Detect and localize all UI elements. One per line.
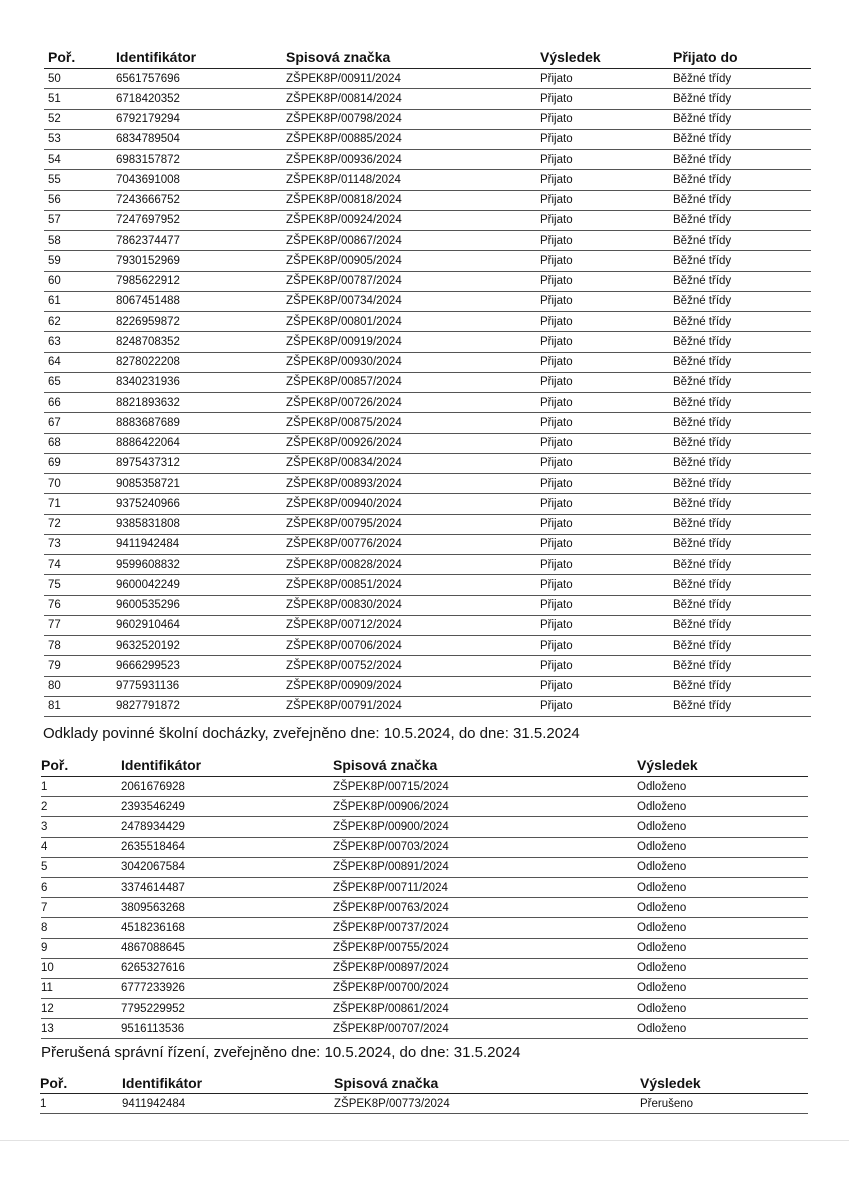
admitted-to-cell: Běžné třídy — [673, 254, 732, 267]
table-row — [44, 89, 811, 109]
admitted-to-cell: Běžné třídy — [673, 376, 732, 389]
table-row — [41, 918, 808, 938]
result-cell: Odloženo — [637, 962, 687, 975]
table-row — [44, 170, 811, 190]
result-cell: Přijato — [540, 275, 573, 288]
order-cell: 50 — [48, 72, 61, 85]
identifier-cell: 9516113536 — [121, 1022, 185, 1035]
table-row — [44, 231, 811, 251]
table-row — [41, 797, 808, 817]
admitted-to-cell: Běžné třídy — [673, 214, 732, 227]
admitted-to-cell: Běžné třídy — [673, 558, 732, 571]
result-cell: Přijato — [540, 437, 573, 450]
order-cell: 77 — [48, 619, 61, 632]
order-cell: 4 — [41, 841, 48, 854]
table-row — [44, 696, 811, 716]
identifier-cell: 7243666752 — [116, 194, 180, 207]
admitted-to-cell: Běžné třídy — [673, 234, 732, 247]
admitted-to-cell: Běžné třídy — [673, 700, 732, 713]
file-reference-cell: ZŠPEK8P/00787/2024 — [286, 275, 402, 288]
table-row — [44, 474, 811, 494]
admitted-to-cell: Běžné třídy — [673, 72, 732, 85]
file-reference-cell: ZŠPEK8P/00930/2024 — [286, 356, 402, 369]
file-reference-cell: ZŠPEK8P/00711/2024 — [333, 881, 448, 894]
identifier-cell: 9599608832 — [116, 558, 180, 571]
order-cell: 6 — [41, 881, 48, 894]
admitted-to-cell: Běžné třídy — [673, 315, 732, 328]
file-reference-cell: ZŠPEK8P/00919/2024 — [286, 335, 402, 348]
result-cell: Přijato — [540, 376, 573, 389]
result-cell: Přijato — [540, 700, 573, 713]
file-reference-cell: ZŠPEK8P/00715/2024 — [333, 780, 449, 793]
identifier-cell: 7985622912 — [116, 275, 180, 288]
file-reference-cell: ZŠPEK8P/00773/2024 — [334, 1097, 450, 1110]
interrupted-section-title: Přerušená správní řízení, zveřejněno dne: 10.5.2024, do dne: 31.5.2024 — [41, 1044, 521, 1061]
identifier-cell: 6834789504 — [116, 133, 180, 146]
identifier-cell: 6265327616 — [121, 962, 185, 975]
order-cell: 3 — [41, 820, 48, 833]
order-cell: 57 — [48, 214, 61, 227]
table-row — [44, 190, 811, 210]
file-reference-cell: ZŠPEK8P/00763/2024 — [333, 901, 449, 914]
table-row — [44, 494, 811, 514]
header-order: Poř. — [48, 49, 76, 65]
file-reference-cell: ZŠPEK8P/00909/2024 — [286, 680, 402, 693]
result-cell: Přijato — [540, 113, 573, 126]
header-result: Výsledek — [540, 49, 601, 65]
file-reference-cell: ZŠPEK8P/00834/2024 — [286, 457, 402, 470]
table-header-row — [41, 754, 808, 777]
result-cell: Přijato — [540, 254, 573, 267]
order-cell: 63 — [48, 335, 61, 348]
table-row — [44, 271, 811, 291]
table-header-row — [44, 46, 811, 69]
file-reference-cell: ZŠPEK8P/01148/2024 — [286, 173, 401, 186]
header-identifier: Identifikátor — [121, 757, 202, 773]
table-row — [41, 857, 808, 877]
identifier-cell: 9600042249 — [116, 578, 180, 591]
file-reference-cell: ZŠPEK8P/00734/2024 — [286, 295, 402, 308]
order-cell: 5 — [41, 861, 48, 874]
identifier-cell: 3042067584 — [121, 861, 185, 874]
header-file-reference: Spisová značka — [334, 1075, 439, 1091]
order-cell: 62 — [48, 315, 61, 328]
result-cell: Odloženo — [637, 982, 687, 995]
result-cell: Přijato — [540, 194, 573, 207]
identifier-cell: 6718420352 — [116, 92, 180, 105]
order-cell: 56 — [48, 194, 61, 207]
file-reference-cell: ZŠPEK8P/00795/2024 — [286, 518, 402, 531]
file-reference-cell: ZŠPEK8P/00900/2024 — [333, 820, 449, 833]
admitted-to-cell: Běžné třídy — [673, 457, 732, 470]
admitted-to-cell: Běžné třídy — [673, 153, 732, 166]
identifier-cell: 7247697952 — [116, 214, 180, 227]
order-cell: 2 — [41, 800, 48, 813]
order-cell: 74 — [48, 558, 61, 571]
identifier-cell: 7795229952 — [121, 1002, 185, 1015]
admitted-to-cell: Běžné třídy — [673, 578, 732, 591]
identifier-cell: 9632520192 — [116, 639, 180, 652]
admitted-to-cell: Běžné třídy — [673, 194, 732, 207]
interrupted-table — [40, 1073, 808, 1114]
file-reference-cell: ZŠPEK8P/00906/2024 — [333, 800, 449, 813]
file-reference-cell: ZŠPEK8P/00857/2024 — [286, 376, 402, 389]
result-cell: Přijato — [540, 335, 573, 348]
table-row — [41, 898, 808, 918]
result-cell: Přijato — [540, 477, 573, 490]
order-cell: 70 — [48, 477, 61, 490]
file-reference-cell: ZŠPEK8P/00703/2024 — [333, 841, 449, 854]
identifier-cell: 6792179294 — [116, 113, 180, 126]
file-reference-cell: ZŠPEK8P/00893/2024 — [286, 477, 402, 490]
result-cell: Přijato — [540, 214, 573, 227]
table-row — [44, 69, 811, 89]
identifier-cell: 6777233926 — [121, 982, 185, 995]
order-cell: 53 — [48, 133, 61, 146]
identifier-cell: 9385831808 — [116, 518, 180, 531]
result-cell: Přijato — [540, 457, 573, 470]
identifier-cell: 4518236168 — [121, 921, 185, 934]
header-identifier: Identifikátor — [122, 1075, 203, 1091]
result-cell: Přijato — [540, 518, 573, 531]
table-row — [41, 938, 808, 958]
table-row — [44, 595, 811, 615]
identifier-cell: 3374614487 — [121, 881, 185, 894]
table-row — [41, 777, 808, 797]
table-row — [44, 636, 811, 656]
identifier-cell: 9375240966 — [116, 497, 180, 510]
order-cell: 13 — [41, 1022, 54, 1035]
admitted-to-cell: Běžné třídy — [673, 396, 732, 409]
result-cell: Přijato — [540, 558, 573, 571]
identifier-cell: 8975437312 — [116, 457, 180, 470]
order-cell: 81 — [48, 700, 61, 713]
order-cell: 1 — [40, 1097, 47, 1110]
table-row — [44, 453, 811, 473]
result-cell: Odloženo — [637, 861, 687, 874]
deferrals-table-body — [41, 777, 808, 1039]
file-reference-cell: ZŠPEK8P/00905/2024 — [286, 254, 402, 267]
order-cell: 8 — [41, 921, 48, 934]
file-reference-cell: ZŠPEK8P/00926/2024 — [286, 437, 402, 450]
identifier-cell: 2635518464 — [121, 841, 185, 854]
order-cell: 79 — [48, 659, 61, 672]
table-header-row — [40, 1073, 808, 1094]
result-cell: Přijato — [540, 416, 573, 429]
identifier-cell: 2393546249 — [121, 800, 185, 813]
identifier-cell: 9666299523 — [116, 659, 180, 672]
identifier-cell: 9775931136 — [116, 680, 180, 693]
table-row — [44, 575, 811, 595]
identifier-cell: 7043691008 — [116, 173, 180, 186]
admitted-to-cell: Běžné třídy — [673, 133, 732, 146]
order-cell: 69 — [48, 457, 61, 470]
identifier-cell: 6983157872 — [116, 153, 180, 166]
interrupted-table-body — [40, 1094, 808, 1114]
file-reference-cell: ZŠPEK8P/00726/2024 — [286, 396, 402, 409]
file-reference-cell: ZŠPEK8P/00936/2024 — [286, 153, 402, 166]
result-cell: Přijato — [540, 173, 573, 186]
result-cell: Přijato — [540, 538, 573, 551]
admitted-to-cell: Běžné třídy — [673, 275, 732, 288]
result-cell: Odloženo — [637, 881, 687, 894]
identifier-cell: 9602910464 — [116, 619, 180, 632]
table-row — [41, 817, 808, 837]
table-row — [41, 837, 808, 857]
header-admitted-to: Přijato do — [673, 49, 738, 65]
order-cell: 11 — [41, 982, 53, 995]
table-row — [44, 150, 811, 170]
deferrals-table — [41, 754, 808, 1039]
header-file-reference: Spisová značka — [333, 757, 438, 773]
identifier-cell: 8067451488 — [116, 295, 180, 308]
identifier-cell: 8340231936 — [116, 376, 180, 389]
admitted-to-cell: Běžné třídy — [673, 518, 732, 531]
table-row — [44, 676, 811, 696]
order-cell: 71 — [48, 497, 61, 510]
result-cell: Odloženo — [637, 942, 687, 955]
result-cell: Přijato — [540, 92, 573, 105]
admissions-table-body — [44, 69, 811, 717]
identifier-cell: 8248708352 — [116, 335, 180, 348]
file-reference-cell: ZŠPEK8P/00861/2024 — [333, 1002, 449, 1015]
order-cell: 65 — [48, 376, 61, 389]
order-cell: 55 — [48, 173, 61, 186]
file-reference-cell: ZŠPEK8P/00752/2024 — [286, 659, 402, 672]
result-cell: Přijato — [540, 599, 573, 612]
result-cell: Odloženo — [637, 841, 687, 854]
result-cell: Přijato — [540, 619, 573, 632]
identifier-cell: 9085358721 — [116, 477, 180, 490]
file-reference-cell: ZŠPEK8P/00755/2024 — [333, 942, 449, 955]
table-row — [44, 352, 811, 372]
order-cell: 58 — [48, 234, 61, 247]
order-cell: 76 — [48, 599, 61, 612]
header-result: Výsledek — [637, 757, 698, 773]
order-cell: 72 — [48, 518, 61, 531]
order-cell: 61 — [48, 295, 61, 308]
file-reference-cell: ZŠPEK8P/00801/2024 — [286, 315, 402, 328]
header-identifier: Identifikátor — [116, 49, 197, 65]
table-row — [41, 978, 808, 998]
order-cell: 54 — [48, 153, 61, 166]
order-cell: 52 — [48, 113, 61, 126]
result-cell: Přijato — [540, 497, 573, 510]
result-cell: Přijato — [540, 295, 573, 308]
admitted-to-cell: Běžné třídy — [673, 416, 732, 429]
result-cell: Přijato — [540, 234, 573, 247]
header-result: Výsledek — [640, 1075, 701, 1091]
identifier-cell: 9827791872 — [116, 700, 180, 713]
table-row — [44, 555, 811, 575]
order-cell: 51 — [48, 92, 61, 105]
table-row — [44, 312, 811, 332]
order-cell: 12 — [41, 1002, 54, 1015]
file-reference-cell: ZŠPEK8P/00830/2024 — [286, 599, 402, 612]
file-reference-cell: ZŠPEK8P/00814/2024 — [286, 92, 402, 105]
identifier-cell: 8886422064 — [116, 437, 180, 450]
result-cell: Přijato — [540, 153, 573, 166]
table-row — [44, 656, 811, 676]
table-row — [44, 615, 811, 635]
identifier-cell: 6561757696 — [116, 72, 180, 85]
admitted-to-cell: Běžné třídy — [673, 659, 732, 672]
table-row — [44, 332, 811, 352]
identifier-cell: 2478934429 — [121, 820, 185, 833]
table-row — [44, 534, 811, 554]
identifier-cell: 8278022208 — [116, 356, 180, 369]
page-bottom-margin — [0, 1140, 849, 1201]
admitted-to-cell: Běžné třídy — [673, 437, 732, 450]
identifier-cell: 3809563268 — [121, 901, 185, 914]
identifier-cell: 7930152969 — [116, 254, 180, 267]
header-order: Poř. — [40, 1075, 68, 1091]
table-row — [44, 251, 811, 271]
result-cell: Odloženo — [637, 901, 687, 914]
identifier-cell: 8226959872 — [116, 315, 180, 328]
file-reference-cell: ZŠPEK8P/00911/2024 — [286, 72, 401, 85]
table-row — [41, 958, 808, 978]
file-reference-cell: ZŠPEK8P/00851/2024 — [286, 578, 402, 591]
file-reference-cell: ZŠPEK8P/00712/2024 — [286, 619, 402, 632]
table-row — [44, 372, 811, 392]
admitted-to-cell: Běžné třídy — [673, 92, 732, 105]
header-order: Poř. — [41, 757, 69, 773]
table-row — [44, 109, 811, 129]
order-cell: 67 — [48, 416, 61, 429]
order-cell: 78 — [48, 639, 61, 652]
file-reference-cell: ZŠPEK8P/00891/2024 — [333, 861, 449, 874]
admitted-to-cell: Běžné třídy — [673, 680, 732, 693]
identifier-cell: 8821893632 — [116, 396, 180, 409]
file-reference-cell: ZŠPEK8P/00706/2024 — [286, 639, 402, 652]
order-cell: 9 — [41, 942, 48, 955]
file-reference-cell: ZŠPEK8P/00897/2024 — [333, 962, 449, 975]
result-cell: Odloženo — [637, 820, 687, 833]
result-cell: Odloženo — [637, 1002, 687, 1015]
result-cell: Přijato — [540, 72, 573, 85]
table-row — [44, 433, 811, 453]
admitted-to-cell: Běžné třídy — [673, 113, 732, 126]
order-cell: 66 — [48, 396, 61, 409]
file-reference-cell: ZŠPEK8P/00828/2024 — [286, 558, 402, 571]
table-row — [44, 210, 811, 230]
result-cell: Přijato — [540, 396, 573, 409]
table-row — [40, 1094, 808, 1114]
table-row — [44, 514, 811, 534]
order-cell: 75 — [48, 578, 61, 591]
admitted-to-cell: Běžné třídy — [673, 497, 732, 510]
file-reference-cell: ZŠPEK8P/00818/2024 — [286, 194, 402, 207]
identifier-cell: 9411942484 — [116, 538, 180, 551]
file-reference-cell: ZŠPEK8P/00700/2024 — [333, 982, 449, 995]
admitted-to-cell: Běžné třídy — [673, 173, 732, 186]
result-cell: Přijato — [540, 680, 573, 693]
identifier-cell: 8883687689 — [116, 416, 180, 429]
file-reference-cell: ZŠPEK8P/00707/2024 — [333, 1022, 449, 1035]
result-cell: Přijato — [540, 578, 573, 591]
table-row — [44, 393, 811, 413]
admitted-to-cell: Běžné třídy — [673, 639, 732, 652]
identifier-cell: 7862374477 — [116, 234, 180, 247]
file-reference-cell: ZŠPEK8P/00940/2024 — [286, 497, 402, 510]
table-row — [41, 877, 808, 897]
identifier-cell: 2061676928 — [121, 780, 185, 793]
table-row — [44, 413, 811, 433]
admitted-to-cell: Běžné třídy — [673, 599, 732, 612]
file-reference-cell: ZŠPEK8P/00776/2024 — [286, 538, 402, 551]
result-cell: Přijato — [540, 315, 573, 328]
order-cell: 1 — [41, 780, 48, 793]
file-reference-cell: ZŠPEK8P/00885/2024 — [286, 133, 402, 146]
order-cell: 10 — [41, 962, 54, 975]
result-cell: Přijato — [540, 639, 573, 652]
order-cell: 68 — [48, 437, 61, 450]
table-row — [41, 999, 808, 1019]
admitted-to-cell: Běžné třídy — [673, 335, 732, 348]
file-reference-cell: ZŠPEK8P/00924/2024 — [286, 214, 402, 227]
result-cell: Odloženo — [637, 800, 687, 813]
result-cell: Odloženo — [637, 921, 687, 934]
file-reference-cell: ZŠPEK8P/00867/2024 — [286, 234, 402, 247]
order-cell: 80 — [48, 680, 61, 693]
result-cell: Přijato — [540, 356, 573, 369]
result-cell: Odloženo — [637, 780, 687, 793]
identifier-cell: 9600535296 — [116, 599, 180, 612]
order-cell: 64 — [48, 356, 61, 369]
order-cell: 7 — [41, 901, 48, 914]
deferrals-section-title: Odklady povinné školní docházky, zveřejněno dne: 10.5.2024, do dne: 31.5.2024 — [43, 725, 580, 742]
admitted-to-cell: Běžné třídy — [673, 477, 732, 490]
admissions-table — [44, 46, 811, 717]
admitted-to-cell: Běžné třídy — [673, 619, 732, 632]
table-row — [41, 1019, 808, 1039]
result-cell: Přijato — [540, 133, 573, 146]
admitted-to-cell: Běžné třídy — [673, 295, 732, 308]
identifier-cell: 9411942484 — [122, 1097, 186, 1110]
file-reference-cell: ZŠPEK8P/00737/2024 — [333, 921, 449, 934]
order-cell: 59 — [48, 254, 61, 267]
result-cell: Odloženo — [637, 1022, 687, 1035]
result-cell: Přerušeno — [640, 1097, 694, 1110]
header-file-reference: Spisová značka — [286, 49, 391, 65]
order-cell: 60 — [48, 275, 61, 288]
table-row — [44, 291, 811, 311]
file-reference-cell: ZŠPEK8P/00791/2024 — [286, 700, 402, 713]
file-reference-cell: ZŠPEK8P/00875/2024 — [286, 416, 402, 429]
table-row — [44, 129, 811, 149]
admitted-to-cell: Běžné třídy — [673, 356, 732, 369]
file-reference-cell: ZŠPEK8P/00798/2024 — [286, 113, 402, 126]
admitted-to-cell: Běžné třídy — [673, 538, 732, 551]
identifier-cell: 4867088645 — [121, 942, 185, 955]
order-cell: 73 — [48, 538, 61, 551]
result-cell: Přijato — [540, 659, 573, 672]
